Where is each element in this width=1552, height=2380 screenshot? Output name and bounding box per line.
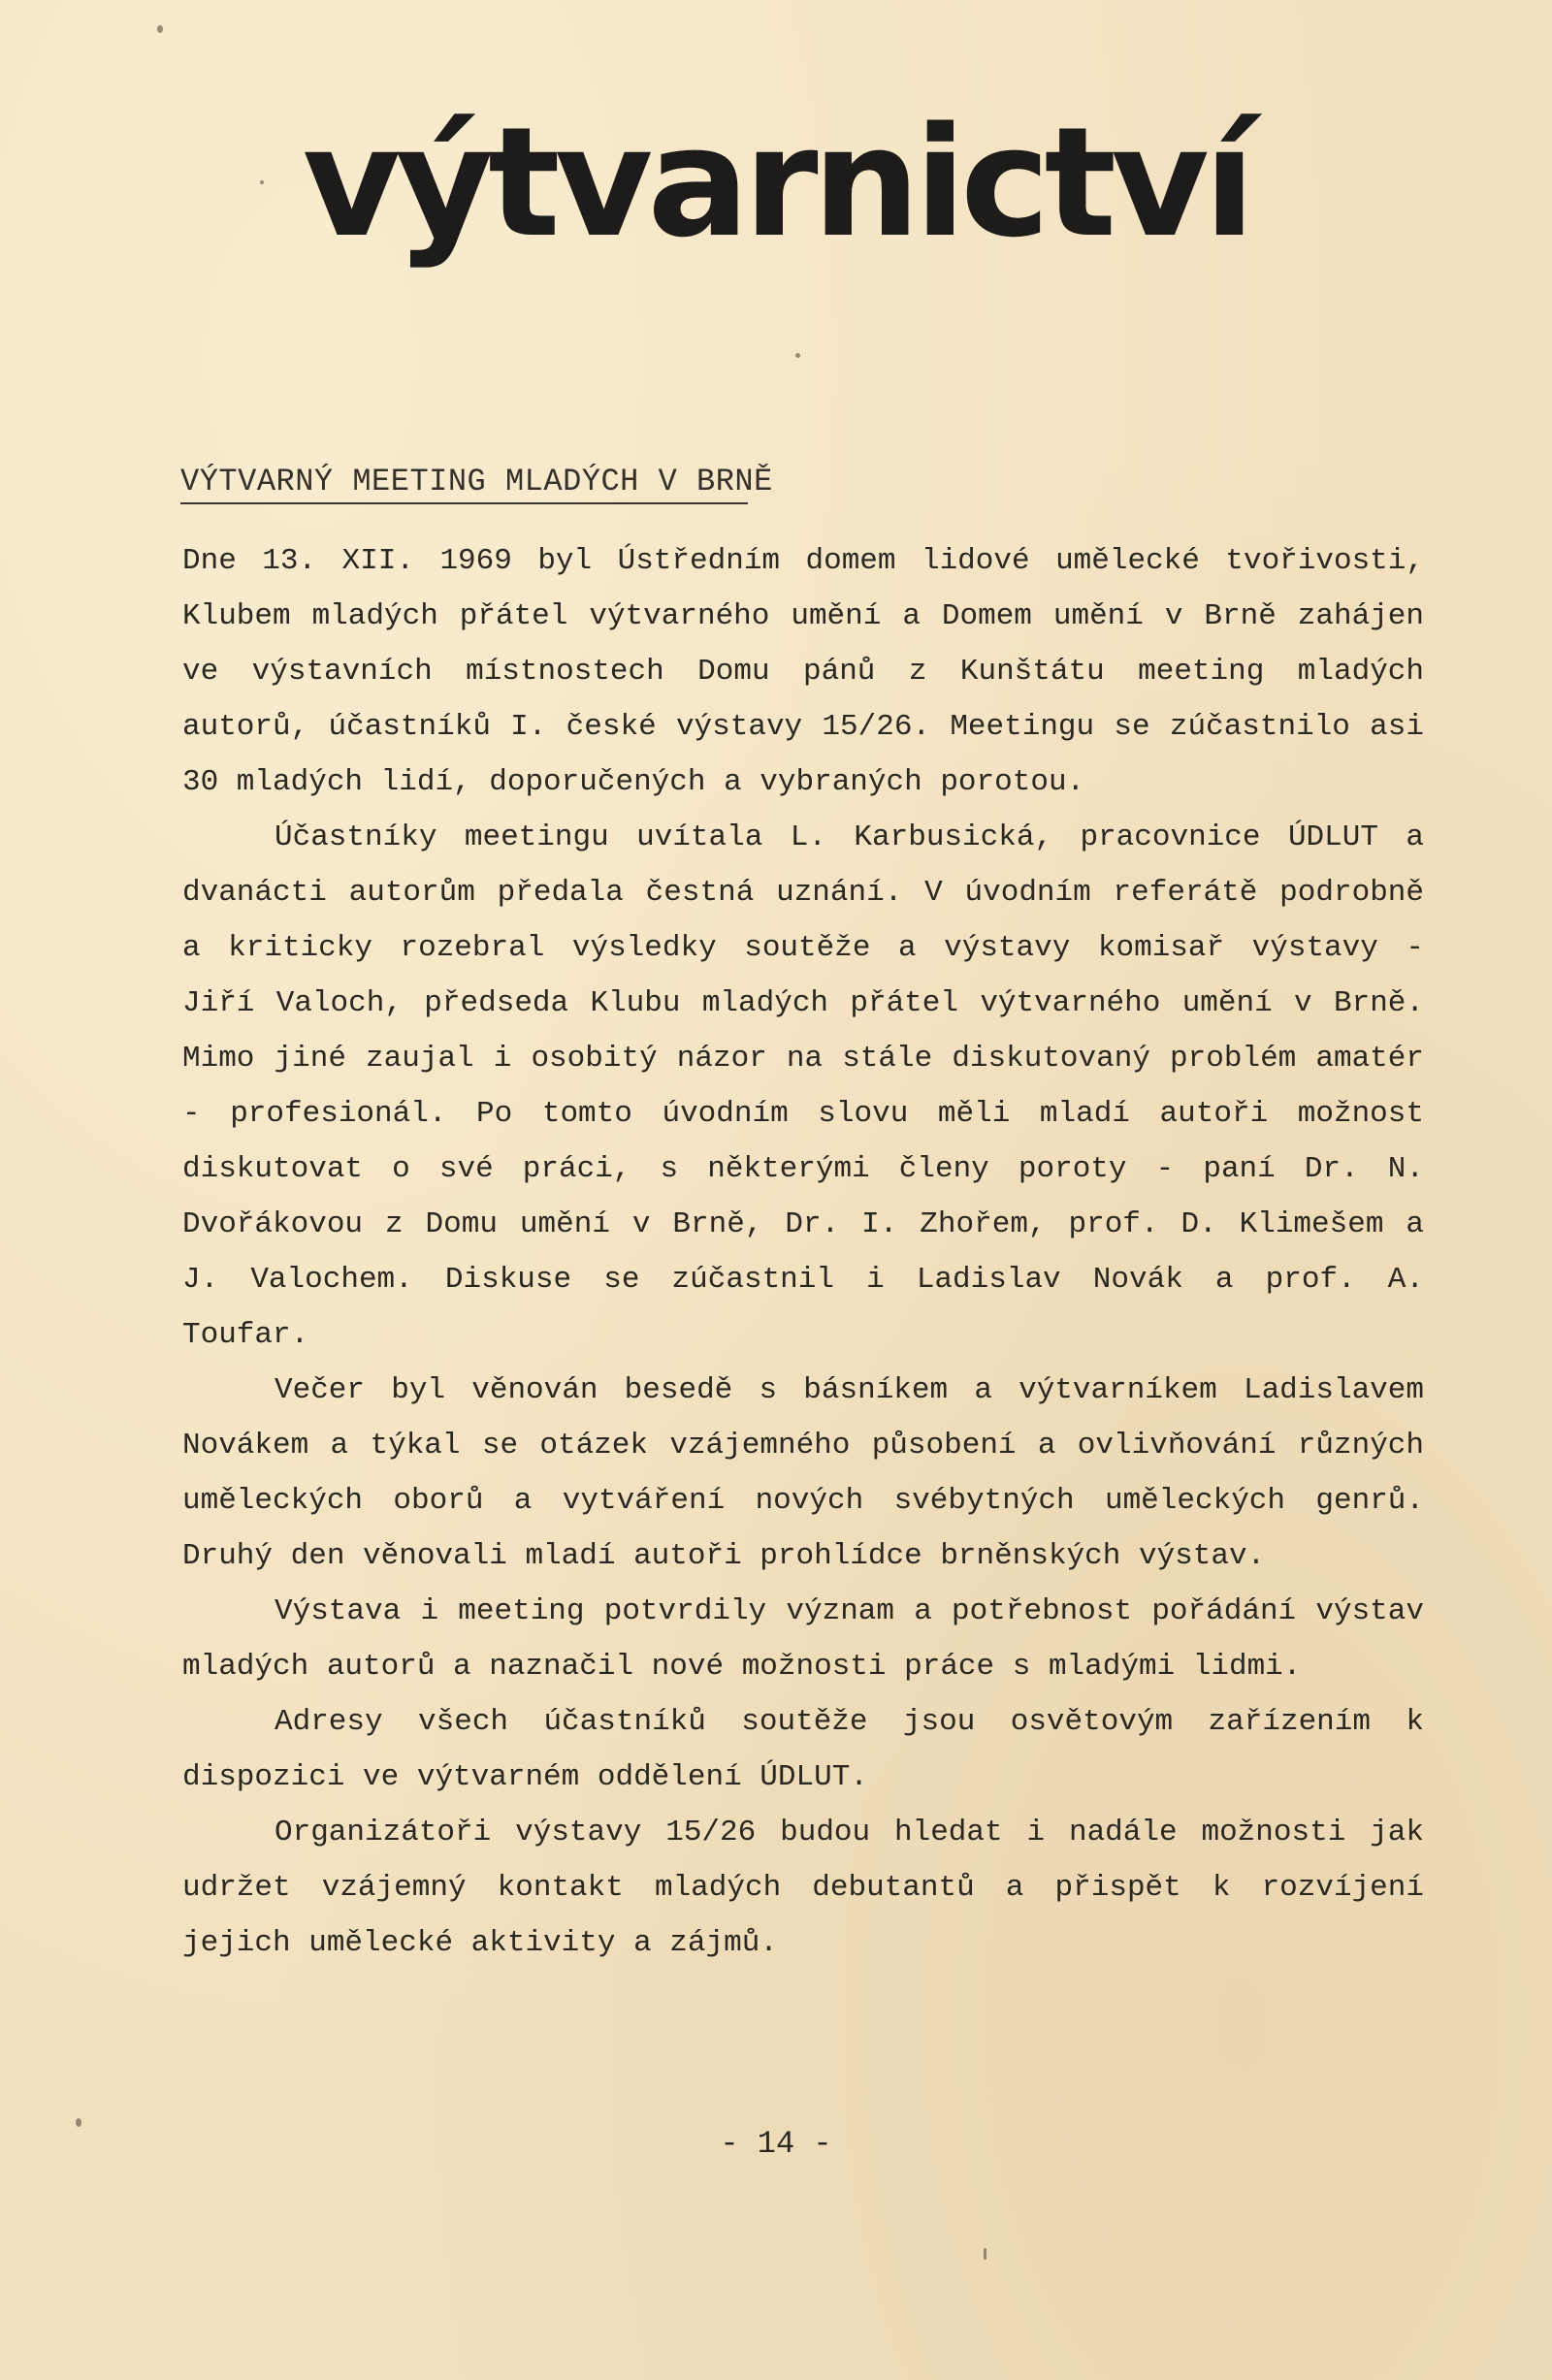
article-heading: VÝTVARNÝ MEETING MLADÝCH V BRNĚ	[180, 464, 773, 499]
paragraph-2: Účastníky meetingu uvítala L. Karbusická, pracovnice ÚDLUT a dvanácti autorům předala čestná uznání. V úvodním referátě podrobně a kriticky rozebral výsledky soutěže a výstavy komisař výstavy - Jiří Valoch, předseda Klubu mladých přátel výtvarného umění v Brně. Mimo jiné zaujal i osobitý názor na stále diskutovaný problém amatér - profesionál. Po tomto úvodním slovu měli mladí autoři možnost diskutovat o své práci, s některými členy poroty - paní Dr. N. Dvořákovou z Domu umění v Brně, Dr. I. Zhořem, prof. D. Klimešem a J. Valochem. Diskuse se zúčastnil i Ladislav Novák a prof. A. Toufar.	[182, 820, 1424, 1352]
article-body	[182, 533, 1424, 1971]
paper-speck	[260, 180, 264, 184]
paragraph-4: Výstava i meeting potvrdily význam a potřebnost pořádání výstav mladých autorů a naznačil nové možnosti práce s mladými lidmi.	[182, 1594, 1424, 1684]
paper-speck	[984, 2248, 986, 2260]
masthead-title: výtvarnictví	[302, 94, 1250, 271]
paragraph-1: Dne 13. XII. 1969 byl Ústředním domem lidové umělecké tvořivosti, Klubem mladých přátel výtvarného umění a Domem umění v Brně zahájen ve výstavních místnostech Domu pánů z Kunštátu meeting mladých autorů, účastníků I. české výstavy 15/26. Meetingu se zúčastnilo asi 30 mladých lidí, doporučených a vybraných porotou.	[182, 544, 1424, 799]
heading-underline	[180, 502, 748, 504]
paper-speck	[795, 353, 800, 358]
paper-speck	[76, 2118, 81, 2127]
page-number: - 14 -	[720, 2126, 832, 2162]
paragraph-6: Organizátoři výstavy 15/26 budou hledat i nadále možnosti jak udržet vzájemný kontakt mladých debutantů a přispět k rozvíjení jejich umělecké aktivity a zájmů.	[182, 1816, 1424, 1960]
paragraph-5: Adresy všech účastníků soutěže jsou osvětovým zařízením k dispozici ve výtvarném oddělení ÚDLUT.	[182, 1705, 1424, 1794]
paragraph-3: Večer byl věnován besedě s básníkem a výtvarníkem Ladislavem Novákem a týkal se otázek vzájemného působení a ovlivňování různých uměleckých oborů a vytváření nových svébytných uměleckých genrů. Druhý den věnovali mladí autoři prohlídce brněnských výstav.	[182, 1373, 1424, 1573]
paper-speck	[157, 25, 163, 33]
